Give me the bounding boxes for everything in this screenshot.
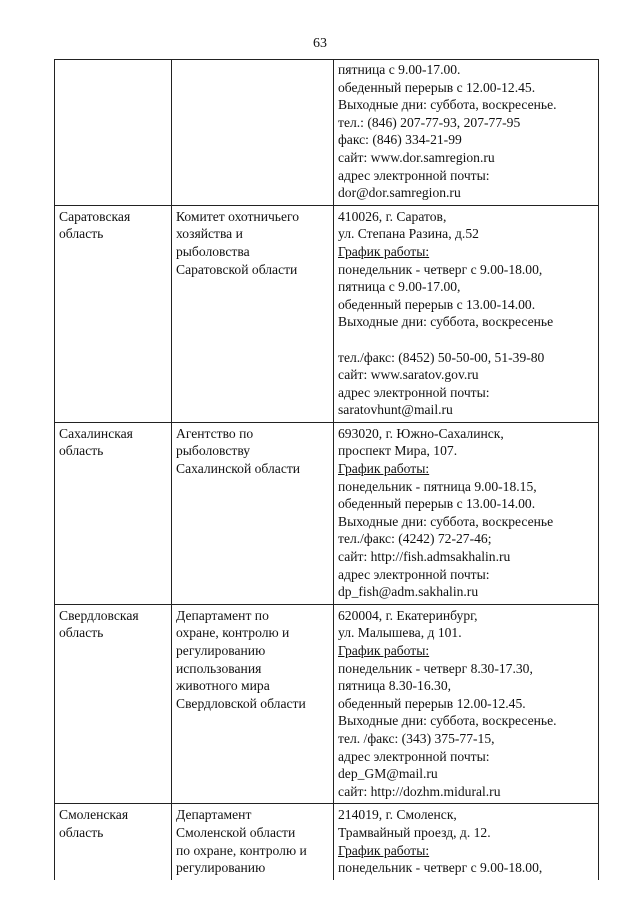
- region-line: область: [59, 226, 104, 242]
- table-row: [55, 604, 599, 804]
- contacts-line: График работы:: [338, 243, 430, 259]
- contacts-line: сайт: www.dor.samregion.ru: [338, 149, 495, 165]
- agency-line: Свердловской области: [176, 695, 306, 711]
- contacts-line: пятница с 9.00-17.00,: [338, 279, 461, 295]
- contacts-line: адрес электронной почты:: [338, 566, 490, 582]
- contacts-line: сайт: http://fish.admsakhalin.ru: [338, 549, 511, 565]
- contacts-cell: [334, 422, 599, 604]
- agency-line: по охране, контролю и: [176, 842, 307, 858]
- contacts-line: Выходные дни: суббота, воскресенье: [338, 314, 554, 330]
- contacts-line: Выходные дни: суббота, воскресенье: [338, 513, 554, 529]
- agency-line: Саратовской области: [176, 261, 298, 277]
- agency-line: охране, контролю и: [176, 625, 290, 641]
- contacts-line: обеденный перерыв с 13.00-14.00.: [338, 296, 536, 312]
- contacts-line: обеденный перерыв с 12.00-12.45.: [338, 79, 536, 95]
- agency-cell: [172, 60, 334, 206]
- contacts-line: адрес электронной почты:: [338, 748, 490, 764]
- contacts-line: [338, 331, 595, 349]
- region-line: Сахалинская: [59, 425, 133, 441]
- contacts-line: факс: (846) 334-21-99: [338, 132, 462, 148]
- agency-line: Департамент: [176, 807, 252, 823]
- contacts-line: тел. /факс: (343) 375-77-15,: [338, 730, 495, 746]
- contacts-line: dp_fish@adm.sakhalin.ru: [338, 584, 479, 600]
- contacts-line: Трамвайный проезд, д. 12.: [338, 824, 491, 840]
- contacts-line: График работы:: [338, 643, 430, 658]
- contacts-line: тел.: (846) 207-77-93, 207-77-95: [338, 114, 521, 130]
- agency-line: рыболовства: [176, 243, 250, 259]
- agency-cell: [172, 422, 334, 604]
- contacts-line: saratovhunt@mail.ru: [338, 402, 453, 418]
- contacts-line: понедельник - пятница 9.00-18.15,: [338, 478, 537, 494]
- contacts-line: 620004, г. Екатеринбург,: [338, 607, 478, 623]
- contacts-line: обеденный перерыв с 13.00-14.00.: [338, 496, 536, 512]
- region-line: Смоленская: [59, 807, 129, 823]
- agency-line: Комитет охотничьего: [176, 208, 300, 224]
- contacts-line: адрес электронной почты:: [338, 384, 490, 400]
- contacts-line: ул. Степана Разина, д.52: [338, 226, 479, 242]
- region-cell: [55, 604, 172, 804]
- contacts-line: обеденный перерыв 12.00-12.45.: [338, 695, 526, 711]
- contacts-cell: [334, 804, 599, 880]
- contacts-line: 693020, г. Южно-Сахалинск,: [338, 425, 504, 441]
- contacts-line: Выходные дни: суббота, воскресенье.: [338, 713, 557, 729]
- agency-cell: [172, 804, 334, 880]
- contacts-cell: [334, 604, 599, 804]
- agency-line: регулированию: [176, 860, 266, 876]
- contacts-line: тел./факс: (4242) 72-27-46;: [338, 531, 492, 547]
- table-row: [55, 60, 599, 206]
- contacts-line: адрес электронной почты:: [338, 167, 490, 183]
- region-line: Саратовская: [59, 208, 131, 224]
- agency-cell: [172, 604, 334, 804]
- table-row: [55, 804, 599, 880]
- contacts-line: пятница с 9.00-17.00.: [338, 62, 461, 77]
- region-cell: [55, 422, 172, 604]
- contacts-line: тел./факс: (8452) 50-50-00, 51-39-80: [338, 349, 545, 365]
- agency-line: Департамент по: [176, 607, 269, 623]
- region-line: область: [59, 443, 104, 459]
- contacts-line: понедельник - четверг с 9.00-18.00,: [338, 261, 543, 277]
- agency-line: хозяйства и: [176, 226, 243, 242]
- region-line: область: [59, 824, 104, 840]
- table-row: [55, 205, 599, 422]
- contacts-line: сайт: http://dozhm.midural.ru: [338, 783, 501, 799]
- region-cell: [55, 205, 172, 422]
- contacts-line: сайт: www.saratov.gov.ru: [338, 367, 479, 383]
- region-cell: [55, 60, 172, 206]
- agency-line: животного мира: [176, 678, 270, 694]
- contacts-line: понедельник - четверг 8.30-17.30,: [338, 660, 533, 676]
- contacts-line: ул. Малышева, д 101.: [338, 625, 462, 641]
- contacts-line: dor@dor.samregion.ru: [338, 185, 461, 201]
- table-row: [55, 422, 599, 604]
- agency-line: рыболовству: [176, 443, 251, 459]
- contacts-line: dep_GM@mail.ru: [338, 766, 438, 782]
- page-number: 63: [313, 36, 327, 51]
- contacts-line: 214019, г. Смоленск,: [338, 807, 457, 823]
- contacts-line: понедельник - четверг с 9.00-18.00,: [338, 860, 543, 876]
- contacts-line: 410026, г. Саратов,: [338, 208, 447, 224]
- agency-line: Агентство по: [176, 425, 254, 441]
- contacts-line: График работы:: [338, 461, 430, 477]
- contacts-cell: [334, 60, 599, 206]
- agency-line: Смоленской области: [176, 824, 296, 840]
- agency-cell: [172, 205, 334, 422]
- regional-agencies-table: [54, 59, 599, 880]
- region-line: Свердловская: [59, 607, 139, 623]
- contacts-line: Выходные дни: суббота, воскресенье.: [338, 97, 557, 113]
- region-line: область: [59, 625, 104, 641]
- region-cell: [55, 804, 172, 880]
- agency-line: использования: [176, 660, 262, 676]
- agency-line: регулированию: [176, 643, 266, 658]
- contacts-cell: [334, 205, 599, 422]
- contacts-line: пятница 8.30-16.30,: [338, 678, 452, 694]
- contacts-line: График работы:: [338, 842, 430, 858]
- contacts-line: проспект Мира, 107.: [338, 443, 458, 459]
- agency-line: Сахалинской области: [176, 461, 301, 477]
